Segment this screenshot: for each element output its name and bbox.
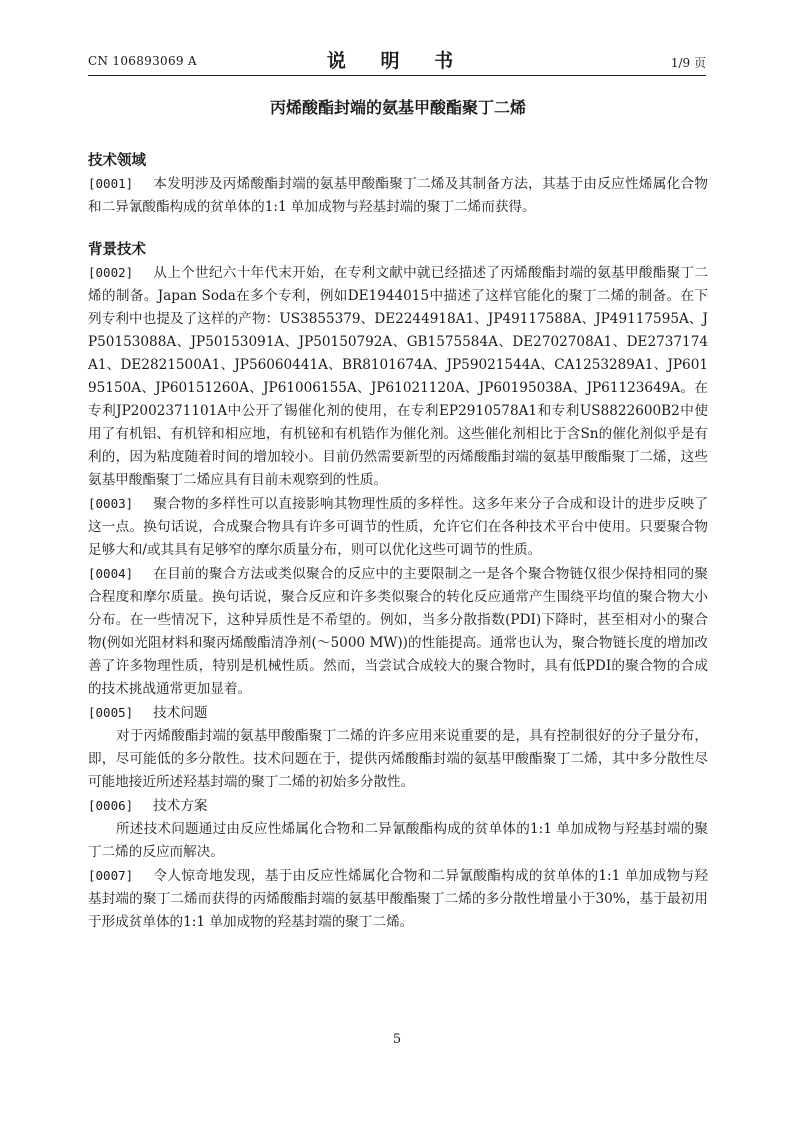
paragraph-number: [0002]	[88, 265, 134, 280]
document-body	[88, 96, 708, 934]
paragraph-0005: 对于丙烯酸酯封端的氨基甲酸酯聚丁二烯的许多应用来说重要的是，具有控制很好的分子量分布，即，尽可能低的多分散性。技术问题在于，提供丙烯酸酯封端的氨基甲酸酯聚丁二烯，其中多分散性尽可能地接近所述羟基封端的聚丁二烯的初始多分散性。	[88, 728, 708, 790]
page-header	[88, 46, 706, 76]
paragraph-number: [0005]	[88, 705, 134, 720]
header-rule	[88, 75, 706, 76]
paragraph-text: 本发明涉及丙烯酸酯封端的氨基甲酸酯聚丁二烯及其制备方法，其基于由反应性烯属化合物和二异氰酸酯构成的贫单体的1:1 单加成物与羟基封端的聚丁二烯而获得。	[88, 176, 708, 215]
page-count: 1/9 页	[670, 56, 706, 70]
paragraph-0006-heading	[88, 794, 708, 818]
paragraph-0007	[88, 864, 708, 934]
publication-number: CN 106893069 A	[88, 54, 197, 68]
paragraph-number: [0004]	[88, 566, 134, 581]
paragraph-0003	[88, 492, 708, 562]
section-heading-background: 背景技术	[88, 241, 146, 258]
document-title: 丙烯酸酯封端的氨基甲酸酯聚丁二烯	[269, 98, 526, 117]
paragraph-number: [0001]	[88, 176, 134, 191]
paragraph-text: 在目前的聚合方法或类似聚合的反应中的主要限制之一是各个聚合物链仅很少保持相同的聚合程度和摩尔质量。换句话说，聚合反应和许多类似聚合的转化反应通常产生围绕平均值的聚合物大小分布。在一些情况下，这种异质性是不希望的。例如，当多分散指数(PDI)下降时，甚至相对小的聚合物(例如光阻材料和聚丙烯酸酯清净剂(～5000 MW))的性能提高。通常也认为，聚合物链长度的增加改善了许多物理性质，特别是机械性质。然而，当尝试合成较大的聚合物时，具有低PDI的聚合物的合成的技术挑战通常更加显着。	[88, 566, 708, 697]
paragraph-0005-heading	[88, 701, 708, 725]
subsection-label: 技术方案	[153, 798, 208, 814]
section-heading-tech-field: 技术领域	[88, 152, 146, 169]
document-type: 说 明 书	[326, 50, 468, 72]
paragraph-0006: 所述技术问题通过由反应性烯属化合物和二异氰酸酯构成的贫单体的1:1 单加成物与羟基封端的聚丁二烯的反应而解决。	[88, 821, 708, 860]
paragraph-text: 聚合物的多样性可以直接影响其物理性质的多样性。这多年来分子合成和设计的进步反映了这一点。换句话说，合成聚合物具有许多可调节的性质，允许它们在各种技术平台中使用。只要聚合物足够大和/或其具有足够窄的摩尔质量分布，则可以优化这些可调节的性质。	[88, 496, 708, 558]
paragraph-text: 从上个世纪六十年代末开始，在专利文献中就已经描述了丙烯酸酯封端的氨基甲酸酯聚丁二烯的制备。Japan Soda在多个专利，例如DE1944015中描述了这样官能化的聚丁二烯的制备。在下列专利中也提及了这样的产物：US3855379、DE2244918A1、JP49117588A、JP49117595A、JP50153088A、JP50153091A、JP50150792A、GB1575584A、DE2702708A1、DE2737174A1、DE2821500A1、JP56060441A、BR8101674A、JP59021544A、CA1253289A1、JP60195150A、JP60151260A、JP61006155A、JP61021120A、JP60195038A、JP61123649A。在专利JP2002371101A中公开了锡催化剂的使用，在专利EP2910578A1和专利US8822600B2中使用了有机铝、有机锌和相应地，有机铋和有机锆作为催化剂。这些催化剂相比于含Sn的催化剂似乎是有利的，因为粘度随着时间的增加较小。目前仍然需要新型的丙烯酸酯封端的氨基甲酸酯聚丁二烯，这些氨基甲酸酯聚丁二烯应具有目前未观察到的性质。	[88, 265, 708, 488]
paragraph-number: [0006]	[88, 798, 134, 813]
paragraph-text: 令人惊奇地发现，基于由反应性烯属化合物和二异氰酸酯构成的贫单体的1:1 单加成物与羟基封端的聚丁二烯而获得的丙烯酸酯封端的氨基甲酸酯聚丁二烯的多分散性增量小于30%，基于最初用于形成贫单体的1:1 单加成物的羟基封端的聚丁二烯。	[88, 868, 708, 930]
subsection-label: 技术问题	[153, 705, 208, 721]
paragraph-0004	[88, 562, 708, 701]
paragraph-number: [0007]	[88, 868, 134, 883]
paragraph-0001	[88, 172, 708, 219]
paragraph-0002	[88, 261, 708, 492]
page-number: 5	[392, 1032, 402, 1047]
paragraph-number: [0003]	[88, 496, 134, 511]
